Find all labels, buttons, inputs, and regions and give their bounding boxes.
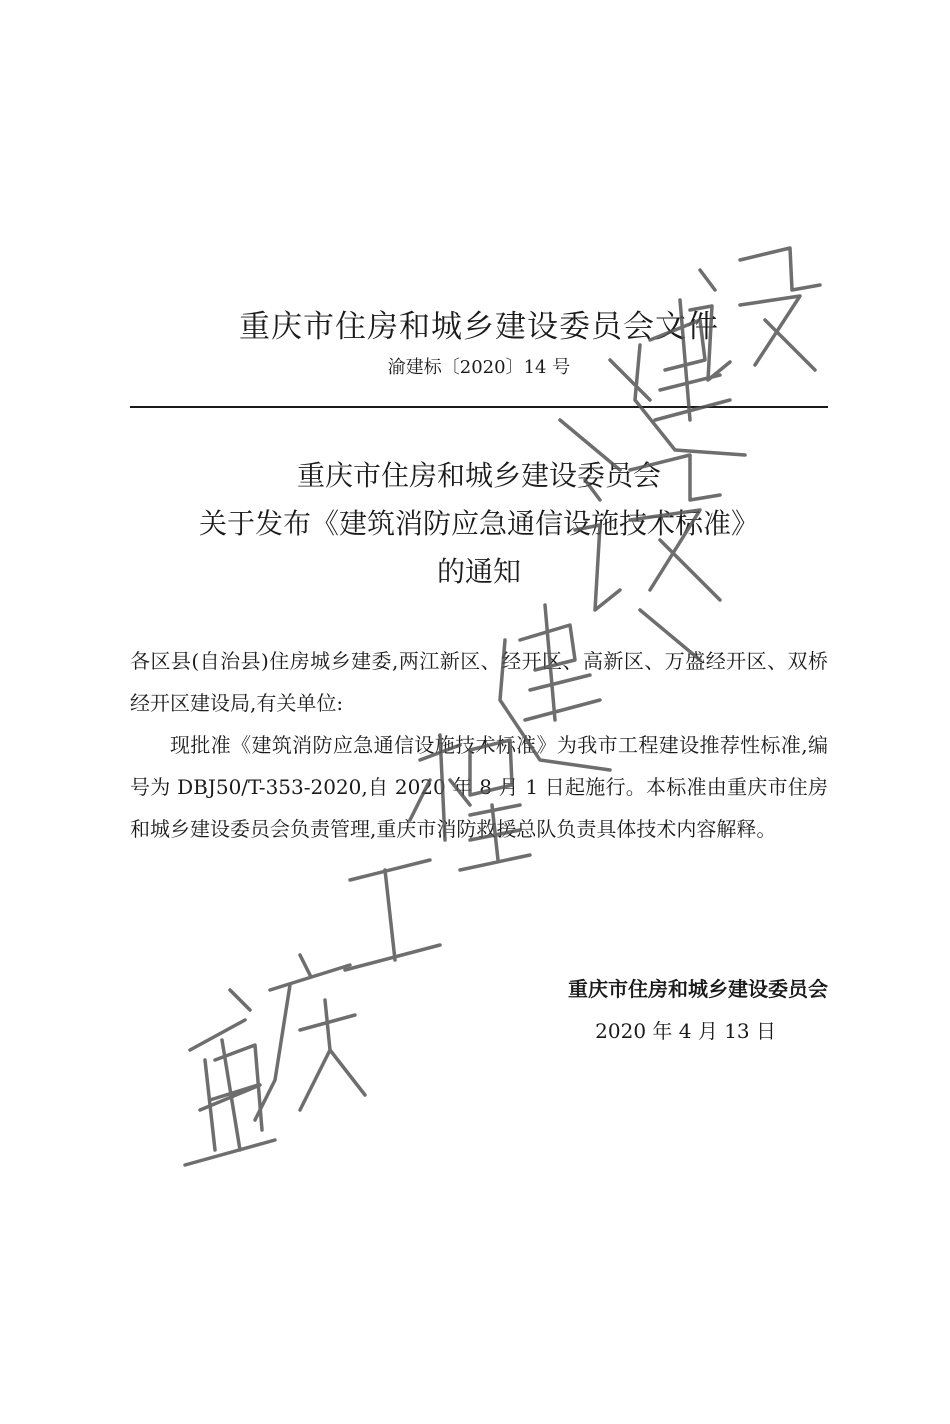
notice-body: [130, 640, 828, 850]
issuer-title: 重庆市住房和城乡建设委员会文件: [239, 309, 719, 345]
document-number: 渝建标〔2020〕14 号: [387, 357, 571, 378]
title-line-3: 的通知: [436, 555, 521, 588]
document-header: [130, 305, 828, 383]
notice-title: [130, 452, 828, 596]
title-line-2: 关于发布《建筑消防应急通信设施技术标准》: [198, 507, 759, 540]
signature-block: [130, 968, 828, 1052]
addressee: 各区县(自治县)住房城乡建委,两江新区、经开区、高新区、万盛经开区、双桥经开区建设局,有关单位:: [130, 649, 828, 715]
signing-date: 2020 年 4 月 13 日: [595, 1019, 776, 1043]
body-paragraph: 现批准《建筑消防应急通信设施技术标准》为我市工程建设推荐性标准,编号为 DBJ50/T-353-2020,自 2020 年 8 月 1 日起施行。本标准由重庆市住房和城乡建设委员会负责管理,重庆市消防救援总队负责具体技术内容解释。: [130, 733, 828, 841]
signing-organization: 重庆市住房和城乡建设委员会: [568, 977, 828, 1001]
header-divider: [130, 406, 828, 408]
title-line-1: 重庆市住房和城乡建设委员会: [296, 459, 661, 492]
